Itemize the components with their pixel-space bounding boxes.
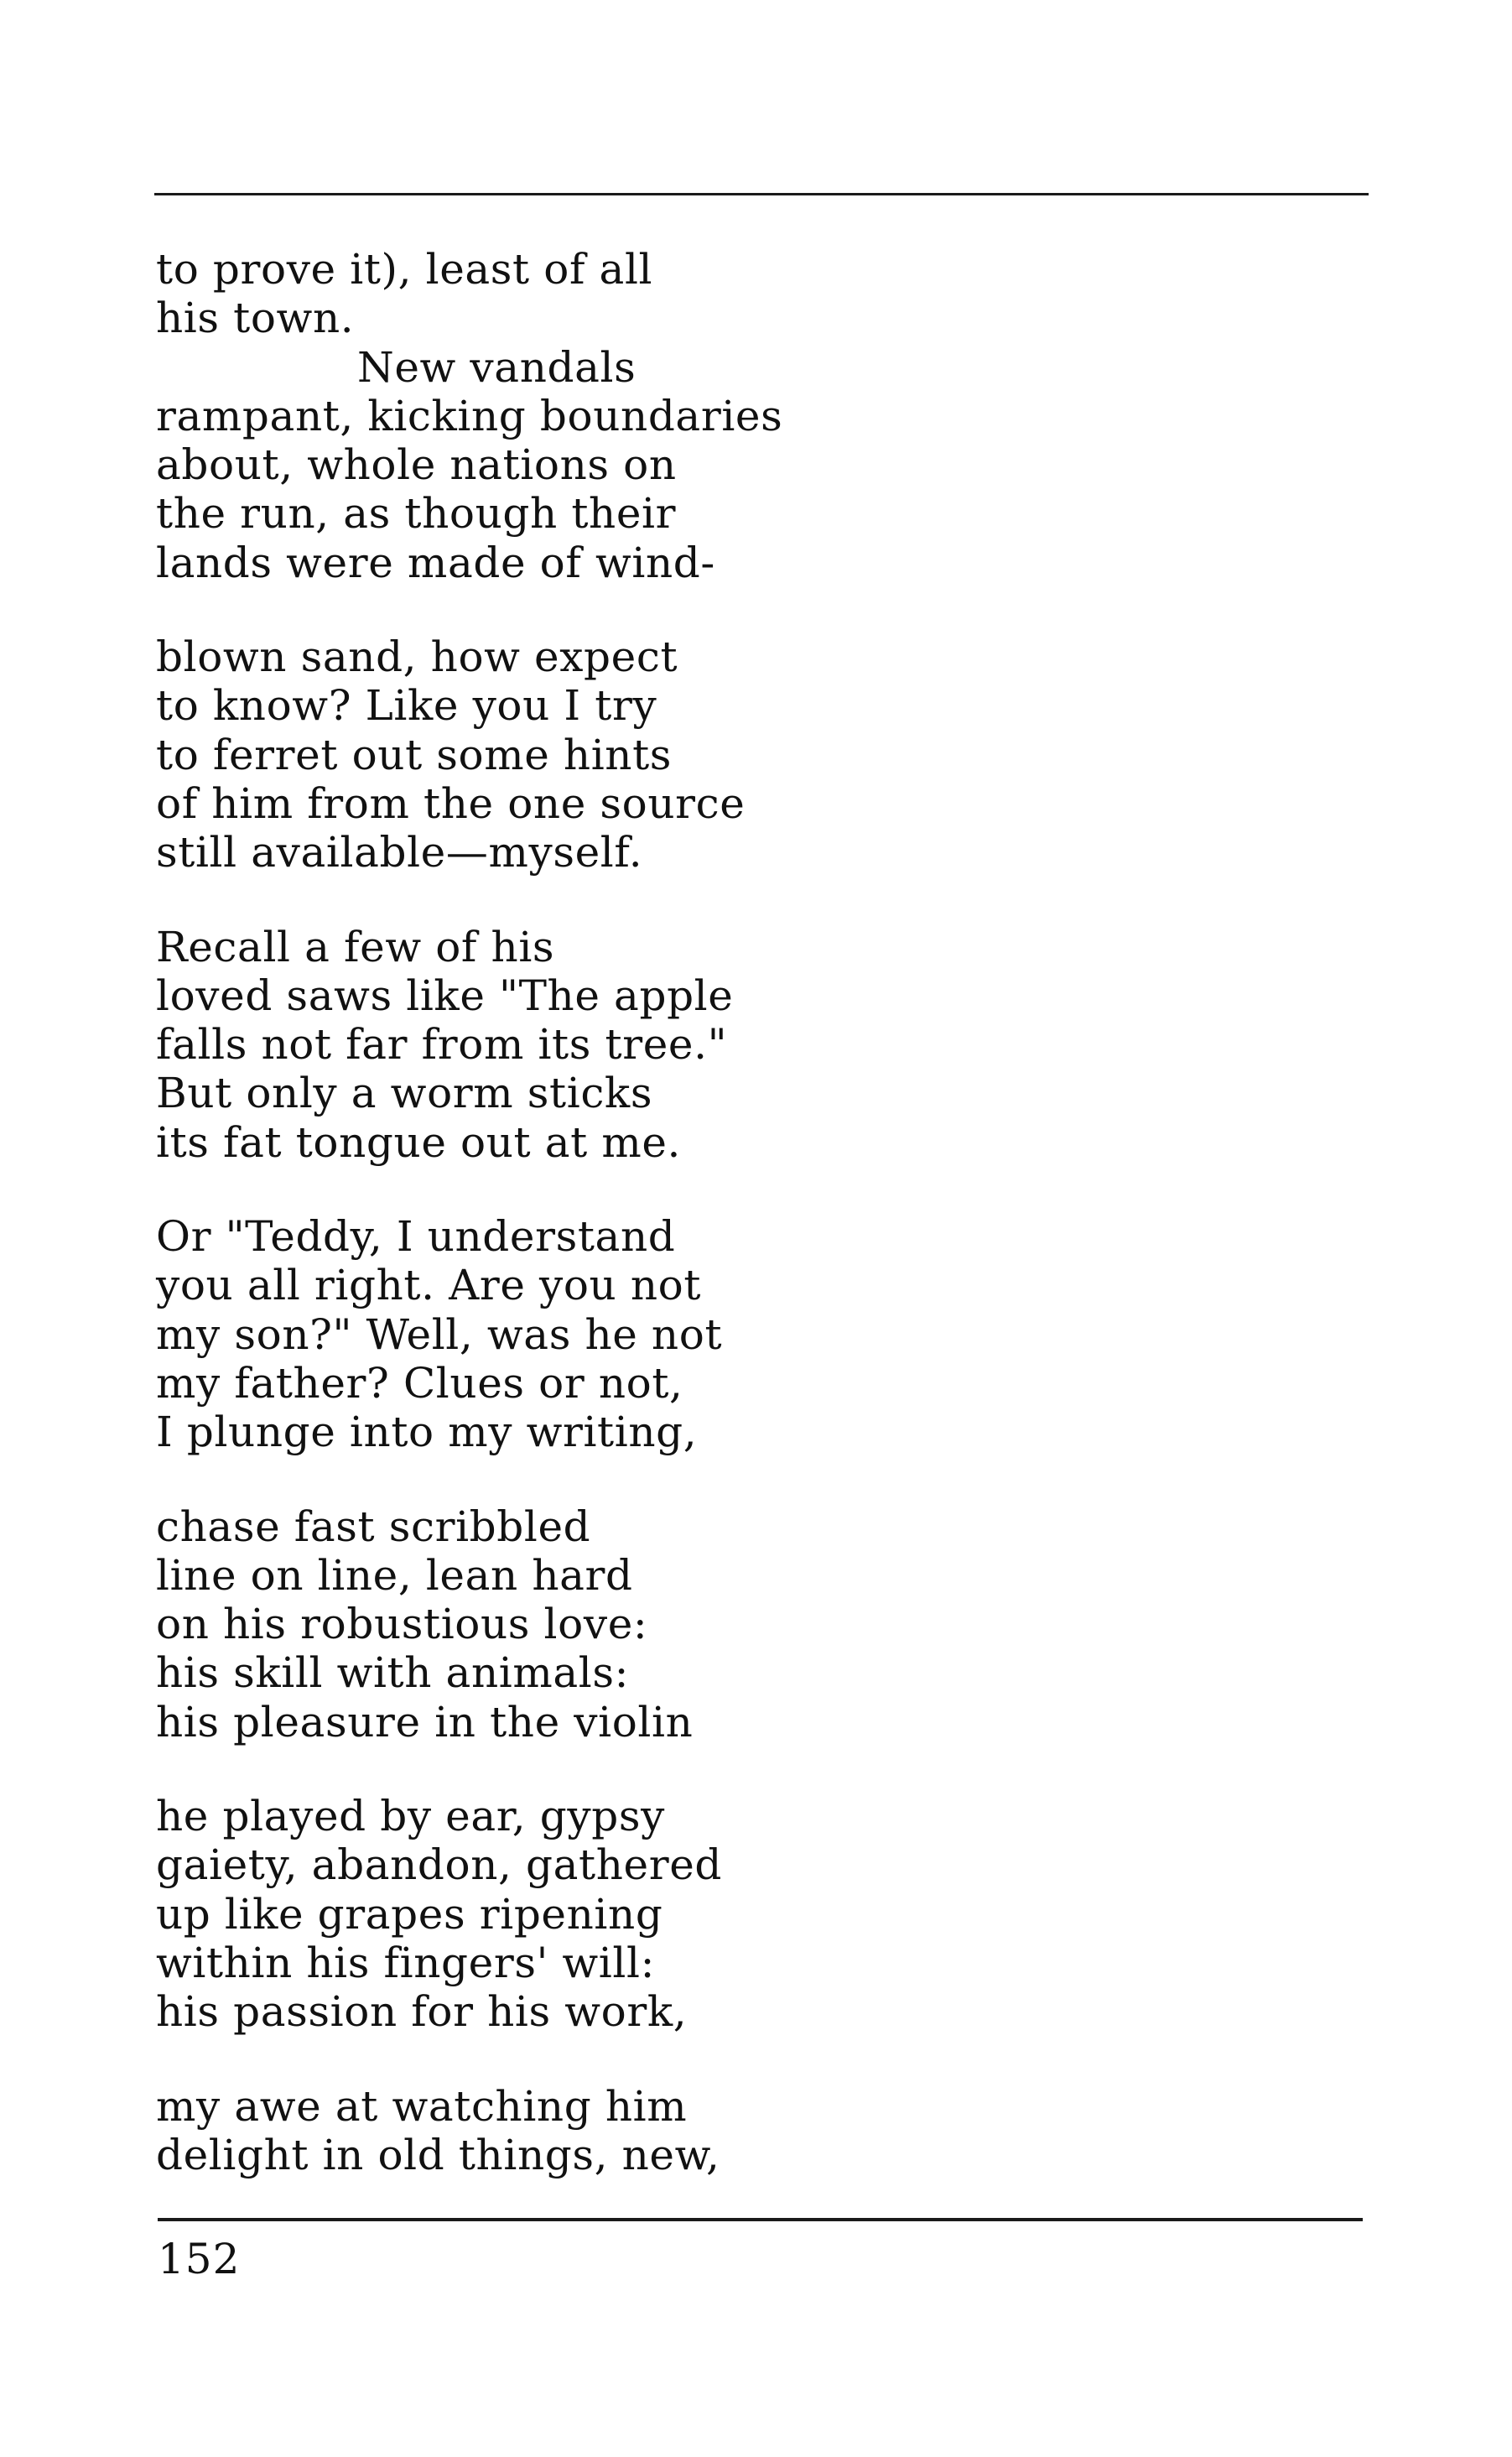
page-number: 152 [158,2235,241,2283]
poem-line: his pleasure in the violin [156,1697,694,1746]
poem-line: delight in old things, new, [156,2130,720,2179]
poem-line: his town. [156,294,355,343]
poem-line: my awe at watching him [156,2081,688,2131]
stanza-break [156,877,1162,923]
poem-line: his passion for his work, [156,1987,688,2037]
stanza-break [156,587,1162,632]
stanza-break [156,1167,1162,1212]
top-rule [154,193,1369,195]
poem-line: on his robustious love: [156,1600,648,1649]
poem-line: about, whole nations on [156,440,677,490]
poem-line: he played by ear, gypsy [156,1792,665,1841]
poem-line: Or "Teddy, I understand [156,1212,676,1262]
poem-line: within his fingers' will: [156,1938,656,1987]
poem-line: up like grapes ripening [156,1889,663,1939]
poem-line: loved saws like "The apple [156,971,734,1020]
poem-line: Recall a few of his [156,922,555,971]
poem-line: lands were made of wind- [156,538,715,587]
poem-line: you all right. Are you not [156,1261,702,1310]
poem-line: But only a worm sticks [156,1069,653,1118]
poem-line: to ferret out some hints [156,730,673,779]
poem-line: my son?" Well, was he not [156,1309,723,1359]
stanza-break [156,1457,1162,1502]
poem-line: falls not far from its tree." [156,1020,728,1070]
poem-line: blown sand, how expect [156,632,678,682]
poem-line: his skill with animals: [156,1648,630,1698]
poem-line-indented: New vandals [357,342,636,392]
poem-line: the run, as though their [156,489,677,539]
poem-line: rampant, kicking boundaries [156,391,783,440]
poem-line: line on line, lean hard [156,1550,633,1600]
poem-line: I plunge into my writing, [156,1408,698,1457]
poem-line: my father? Clues or not, [156,1358,683,1408]
poem-line: to know? Like you I try [156,681,657,731]
stanza-break [156,2037,1162,2082]
bottom-rule [158,2218,1363,2221]
poem-text [156,245,1162,2179]
poem-line: to prove it), least of all [156,245,653,294]
poem-line: gaiety, abandon, gathered [156,1840,723,1890]
poem-line: of him from the one source [156,778,746,828]
stanza-break [156,1746,1162,1792]
poem-line: still available—myself. [156,828,643,877]
poem-line: its fat tongue out at me. [156,1117,682,1167]
poem-line: chase fast scribbled [156,1502,591,1551]
